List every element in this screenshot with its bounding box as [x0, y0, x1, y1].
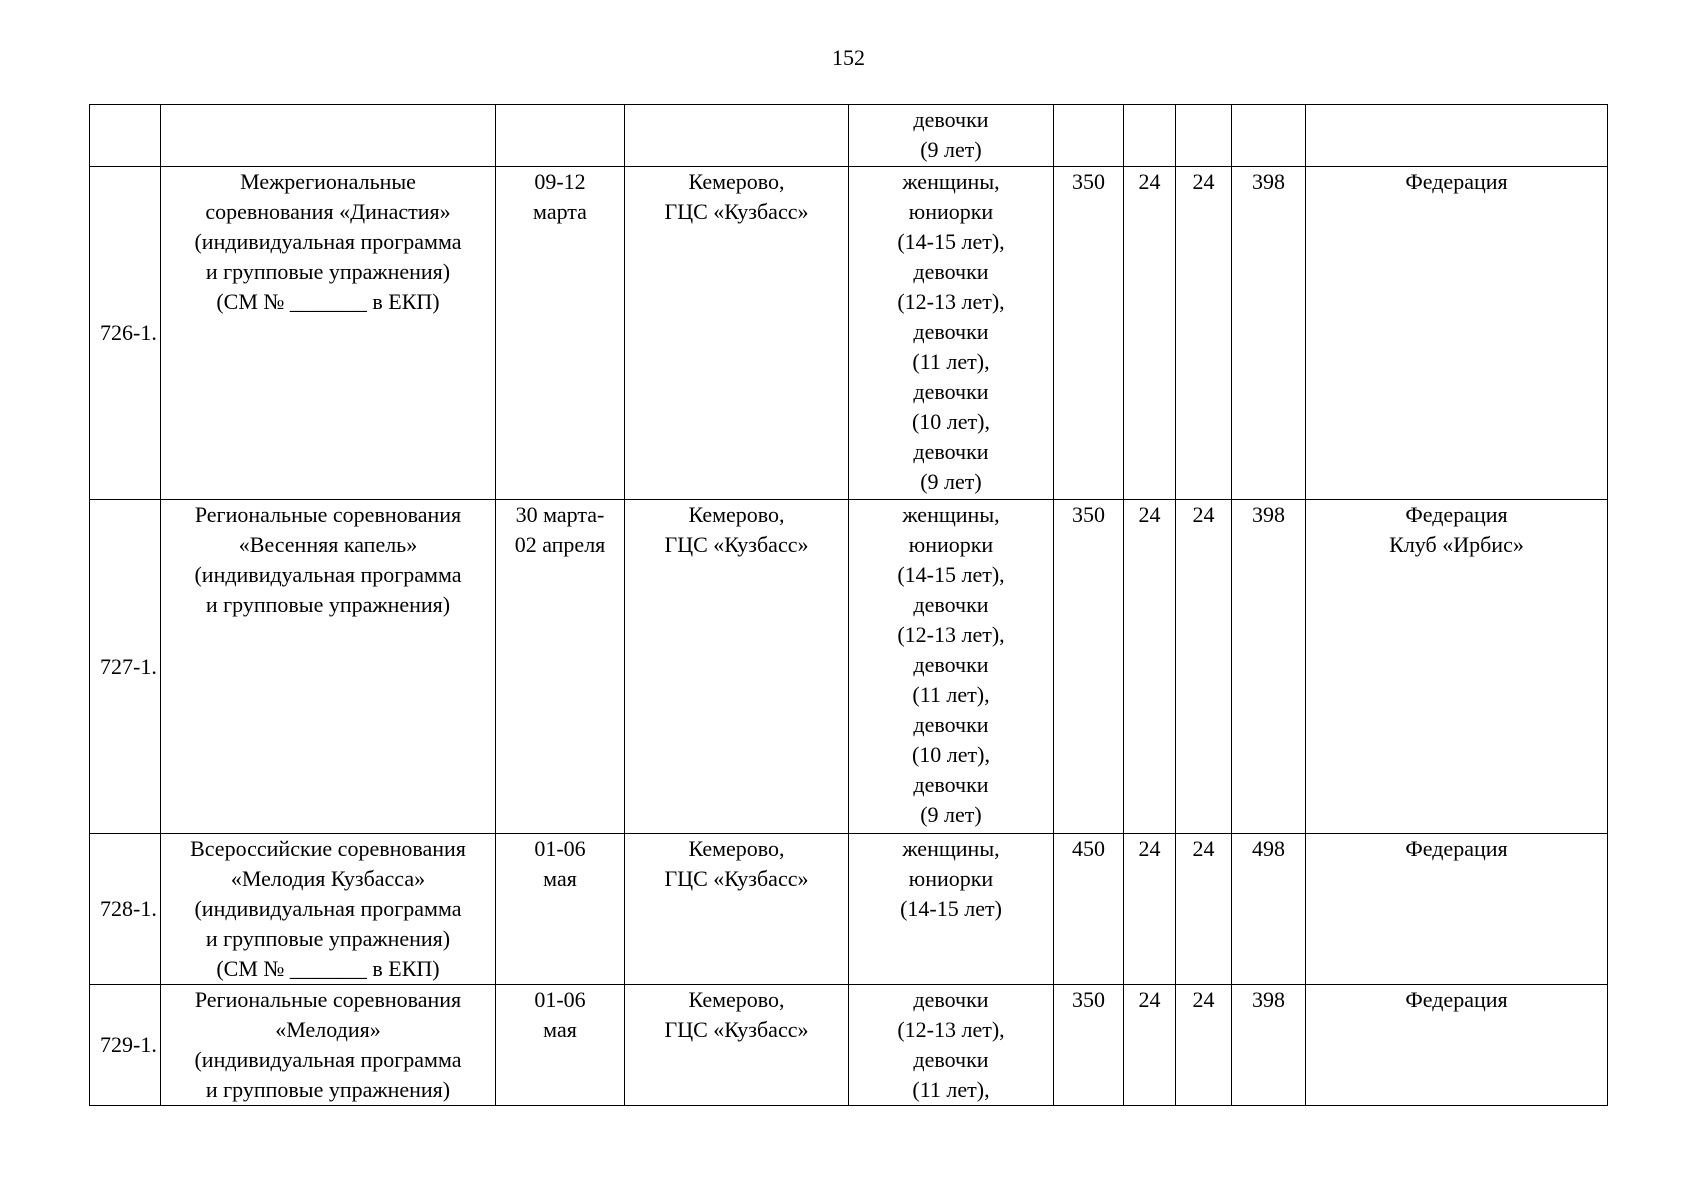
table-row: [90, 167, 1608, 500]
participants-line: юниорки: [908, 866, 994, 891]
event-date-cell: [496, 834, 625, 985]
participants-line: женщины,: [902, 169, 1000, 194]
event-name-line: и групповые упражнения): [205, 259, 451, 284]
count-cell-2: 24: [1124, 500, 1176, 834]
participants-line: девочки: [913, 379, 989, 404]
participants-line: (11 лет),: [912, 1077, 990, 1102]
count-cell-4: 498: [1232, 834, 1306, 985]
event-name-cell: [161, 834, 496, 985]
organizer-cell: [1306, 500, 1608, 834]
count-cell-3: 24: [1176, 500, 1232, 834]
participants-line: девочки: [913, 1047, 989, 1072]
count-cell-1: [1054, 105, 1124, 167]
table-row: [90, 985, 1608, 1106]
event-place-line: Кемерово,: [688, 502, 785, 527]
event-name-line: и групповые упражнения): [205, 926, 451, 951]
event-date-cell: [496, 167, 625, 500]
count-cell-3: [1176, 105, 1232, 167]
event-number-cell: 729-1.: [90, 985, 161, 1106]
organizer-line: Клуб «Ирбис»: [1389, 532, 1524, 557]
participants-line: юниорки: [908, 532, 994, 557]
count-cell-4: [1232, 105, 1306, 167]
event-place-cell: [625, 167, 849, 500]
event-name-cell: [161, 500, 496, 834]
participants-cell: [849, 985, 1054, 1106]
organizer-line: Федерация: [1405, 169, 1508, 194]
event-name-line: «Мелодия Кузбасса»: [230, 866, 426, 891]
event-place-line: Кемерово,: [688, 169, 785, 194]
participants-line: девочки: [913, 592, 989, 617]
participants-line: (14-15 лет),: [897, 229, 1005, 254]
participants-line: девочки: [913, 772, 989, 797]
participants-line: (12-13 лет),: [897, 622, 1005, 647]
participants-cell: [849, 834, 1054, 985]
participants-line: (9 лет): [920, 469, 982, 494]
event-name-line: (индивидуальная программа: [194, 1047, 462, 1072]
event-name-line: Региональные соревнования: [194, 502, 462, 527]
table-row: [90, 834, 1608, 985]
event-name-line: (индивидуальная программа: [194, 229, 462, 254]
event-place-cell: [625, 105, 849, 167]
participants-line: девочки: [913, 439, 989, 464]
event-name-line: и групповые упражнения): [205, 1077, 451, 1102]
event-date-cell: [496, 500, 625, 834]
participants-line: (14-15 лет): [900, 896, 1002, 921]
event-number-cell: 727-1.: [90, 500, 161, 834]
event-name-line: «Мелодия»: [275, 1017, 381, 1042]
count-cell-2: 24: [1124, 167, 1176, 500]
participants-line: (12-13 лет),: [897, 1017, 1005, 1042]
participants-line: девочки: [913, 712, 989, 737]
organizer-cell: [1306, 985, 1608, 1106]
participants-cell: [849, 500, 1054, 834]
participants-line: (9 лет): [920, 802, 982, 827]
organizer-line: Федерация: [1405, 987, 1508, 1012]
event-place-line: ГЦС «Кузбасс»: [664, 1017, 809, 1042]
count-cell-1: 450: [1054, 834, 1124, 985]
event-date-line: 30 марта-: [515, 502, 605, 527]
participants-line: девочки: [913, 987, 989, 1012]
event-place-line: ГЦС «Кузбасс»: [664, 199, 809, 224]
participants-line: (11 лет),: [912, 349, 990, 374]
event-name-line: Межрегиональные: [240, 169, 416, 194]
organizer-cell: [1306, 167, 1608, 500]
participants-line: девочки: [913, 319, 989, 344]
event-name-line: (индивидуальная программа: [194, 562, 462, 587]
count-cell-4: 398: [1232, 985, 1306, 1106]
event-date-line: мая: [543, 866, 577, 891]
participants-line: (11 лет),: [912, 682, 990, 707]
participants-line: (9 лет): [920, 137, 982, 162]
event-date-line: марта: [533, 199, 587, 224]
event-date-line: 01-06: [534, 836, 586, 861]
count-cell-3: 24: [1176, 167, 1232, 500]
organizer-line: Федерация: [1405, 836, 1508, 861]
event-place-line: ГЦС «Кузбасс»: [664, 866, 809, 891]
event-name-cell: [161, 985, 496, 1106]
participants-line: женщины,: [902, 502, 1000, 527]
participants-line: женщины,: [902, 836, 1000, 861]
participants-line: юниорки: [908, 199, 994, 224]
participants-line: девочки: [913, 652, 989, 677]
table-row: [90, 105, 1608, 167]
event-place-line: ГЦС «Кузбасс»: [664, 532, 809, 557]
event-name-cell: [161, 105, 496, 167]
event-place-cell: [625, 985, 849, 1106]
count-cell-2: [1124, 105, 1176, 167]
table-row: [90, 500, 1608, 834]
participants-line: (10 лет),: [911, 409, 990, 434]
event-name-line: и групповые упражнения): [205, 592, 451, 617]
organizer-cell: [1306, 105, 1608, 167]
participants-line: (12-13 лет),: [897, 289, 1005, 314]
event-name-line: (индивидуальная программа: [194, 896, 462, 921]
page-number: 152: [832, 45, 865, 70]
event-number-cell: 728-1.: [90, 834, 161, 985]
event-name-line: Региональные соревнования: [194, 987, 462, 1012]
organizer-cell: [1306, 834, 1608, 985]
events-table: [89, 104, 1608, 1106]
count-cell-4: 398: [1232, 500, 1306, 834]
count-cell-1: 350: [1054, 500, 1124, 834]
event-place-line: Кемерово,: [688, 836, 785, 861]
count-cell-2: 24: [1124, 985, 1176, 1106]
participants-cell: [849, 105, 1054, 167]
count-cell-2: 24: [1124, 834, 1176, 985]
count-cell-3: 24: [1176, 834, 1232, 985]
event-date-line: 02 апреля: [514, 532, 606, 557]
participants-line: (14-15 лет),: [897, 562, 1005, 587]
event-number-cell: [90, 105, 161, 167]
event-date-line: мая: [543, 1017, 577, 1042]
event-number-cell: 726-1.: [90, 167, 161, 500]
event-name-cell: [161, 167, 496, 500]
event-place-cell: [625, 834, 849, 985]
event-date-line: 01-06: [534, 987, 586, 1012]
participants-cell: [849, 167, 1054, 500]
event-name-line: соревнования «Династия»: [205, 199, 451, 224]
count-cell-3: 24: [1176, 985, 1232, 1106]
event-name-line: (СМ № _______ в ЕКП): [216, 289, 440, 314]
event-name-line: (СМ № _______ в ЕКП): [216, 956, 440, 981]
event-place-line: Кемерово,: [688, 987, 785, 1012]
event-date-cell: [496, 985, 625, 1106]
organizer-line: Федерация: [1405, 502, 1508, 527]
event-date-line: 09-12: [534, 169, 586, 194]
participants-line: (10 лет),: [911, 742, 990, 767]
event-place-cell: [625, 500, 849, 834]
event-name-line: «Весенняя капель»: [238, 532, 418, 557]
event-date-cell: [496, 105, 625, 167]
participants-line: девочки: [913, 259, 989, 284]
event-name-line: Всероссийские соревнования: [190, 836, 466, 861]
count-cell-1: 350: [1054, 985, 1124, 1106]
count-cell-1: 350: [1054, 167, 1124, 500]
count-cell-4: 398: [1232, 167, 1306, 500]
participants-line: девочки: [913, 107, 989, 132]
